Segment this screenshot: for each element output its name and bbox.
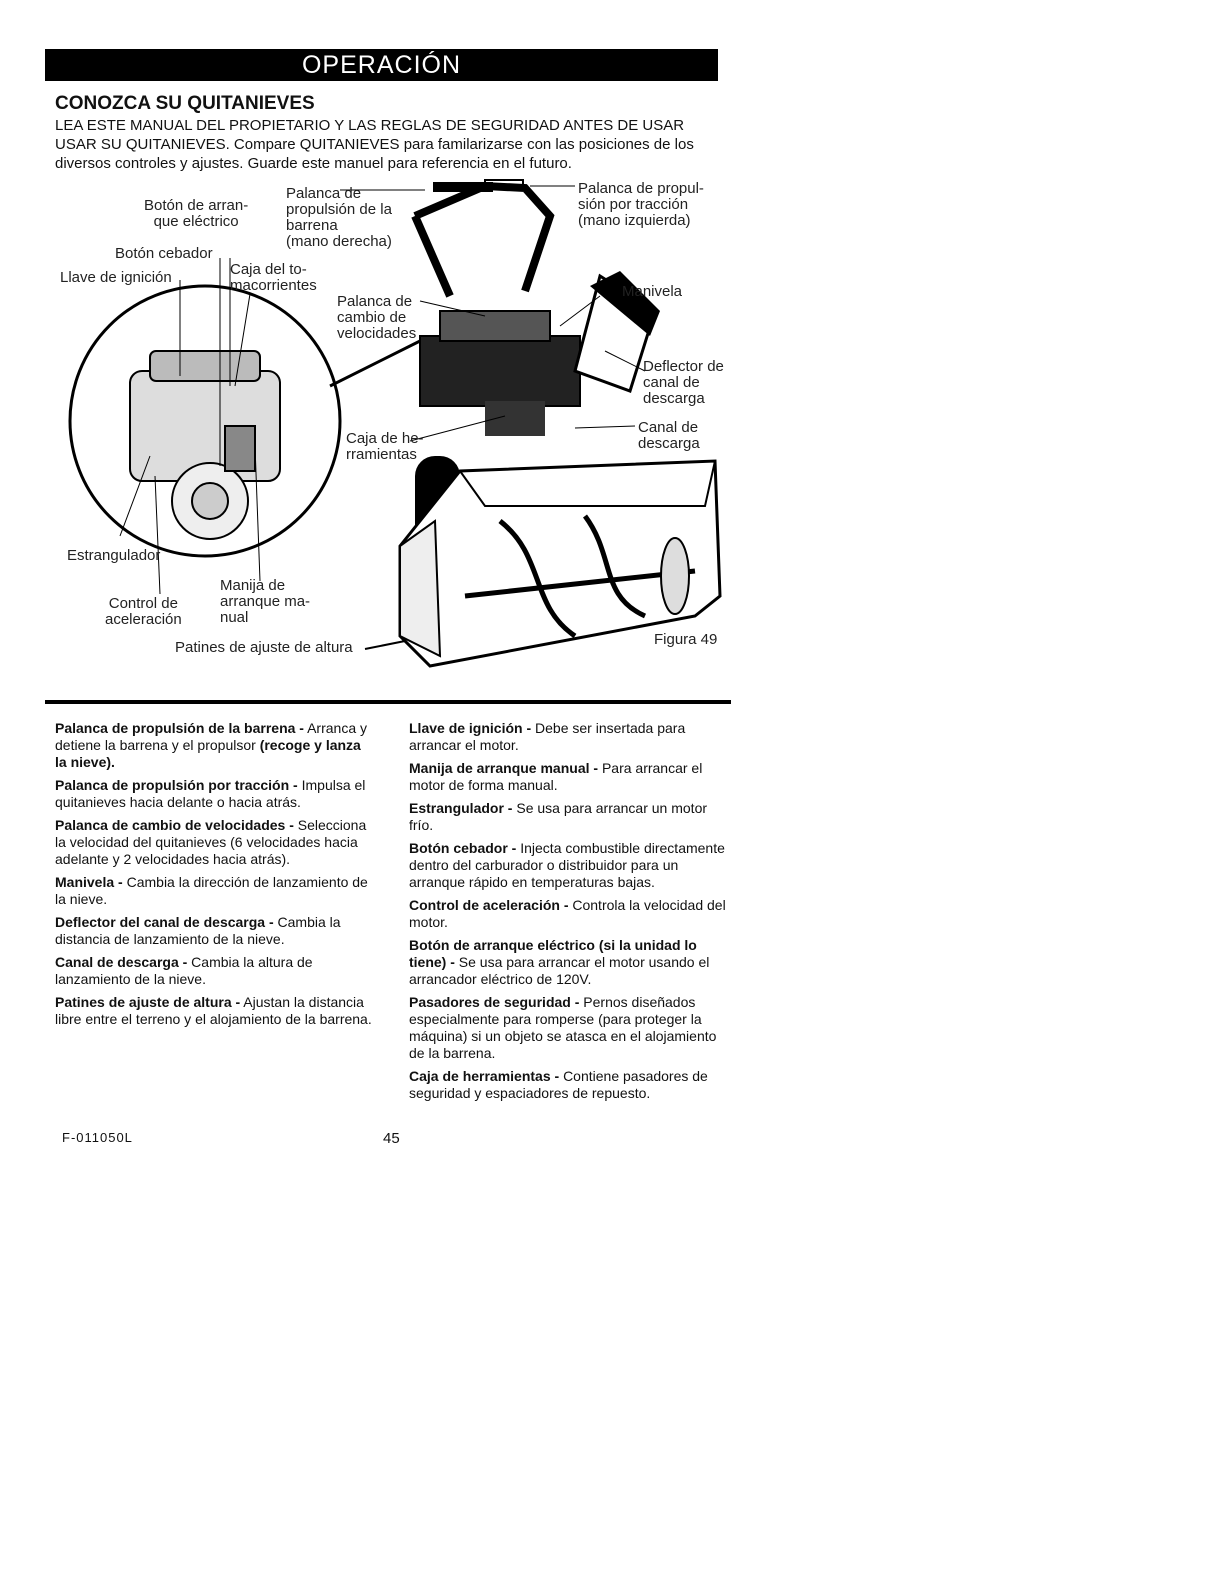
definition-text: Se usa para arrancar un motor frío. — [409, 800, 708, 833]
definition-term: Caja de herramientas - — [409, 1068, 560, 1084]
definition-item — [55, 720, 375, 771]
label-crank: Manivela — [622, 283, 683, 300]
definition-text: Pernos diseñados especialmente para romperse (para proteger la máquina) si un objeto se atasca en el alojamiento de la barrena. — [409, 994, 717, 1061]
label-tool-box: Caja de he- rramientas — [346, 430, 424, 463]
document-code: F-011050L — [62, 1130, 133, 1145]
header-title: OPERACIÓN — [301, 51, 462, 79]
definition-text: Cambia la distancia de lanzamiento de la nieve. — [55, 914, 341, 947]
definition-item — [409, 800, 729, 834]
definition-term: Manivela - — [55, 874, 123, 890]
definition-text: Contiene pasadores de seguridad y espaciadores de repuesto. — [409, 1068, 708, 1101]
label-chute: Canal de descarga — [638, 419, 700, 452]
definition-item — [409, 1068, 729, 1102]
definition-text: Selecciona la velocidad del quitanieves (6 velocidades hacia adelante y 2 velocidades hacia atrás). — [55, 817, 367, 867]
label-outlet-box: Caja del to- macorrientes — [230, 261, 317, 294]
definition-text: Cambia la dirección de lanzamiento de la nieve. — [55, 874, 368, 907]
intro-paragraph: LEA ESTE MANUAL DEL PROPIETARIO Y LAS REGLAS DE SEGURIDAD ANTES DE USAR USAR SU QUITANIEVES. Compare QUITANIEVES para familarizarse con las posiciones de los diversos controles y ajustes. Guarde este manuel para referencia en el futuro. — [55, 117, 694, 172]
definition-text: Controla la velocidad del motor. — [409, 897, 726, 930]
definition-term-extra: (recoge y lanza la nieve). — [55, 737, 361, 770]
label-ignition-key: Llave de ignición — [60, 269, 172, 286]
label-electric-start: Botón de arran- que eléctrico — [144, 197, 249, 230]
definition-item — [409, 937, 729, 988]
definitions-left-column — [55, 720, 375, 1034]
definition-text: Para arrancar el motor de forma manual. — [409, 760, 703, 793]
definition-text: Cambia la altura de lanzamiento de la nieve. — [55, 954, 313, 987]
definition-text: Impulsa el quitanieves hacia delante o hacia atrás. — [55, 777, 366, 810]
definition-term: Llave de ignición - — [409, 720, 532, 736]
definitions-right-column — [409, 720, 729, 1108]
definition-text: Debe ser insertada para arrancar el motor. — [409, 720, 686, 753]
definition-term: Deflector del canal de descarga - — [55, 914, 274, 930]
definition-item — [409, 760, 729, 794]
label-shift-lever: Palanca de cambio de velocidades — [337, 293, 417, 342]
label-recoil-handle: Manija de arranque ma- nual — [220, 577, 311, 626]
definition-item — [409, 994, 729, 1062]
definition-term: Palanca de propulsión de la barrena - — [55, 720, 304, 736]
section-divider — [45, 700, 731, 704]
definition-term: Estrangulador - — [409, 800, 513, 816]
definition-term: Control de aceleración - — [409, 897, 569, 913]
definition-item — [55, 817, 375, 868]
definition-term: Botón de arranque eléctrico (si la unidad lo tiene) - — [409, 937, 697, 970]
label-auger-lever: Palanca de propulsión de la barrena (mano derecha) — [286, 185, 392, 250]
definition-term: Botón cebador - — [409, 840, 517, 856]
definition-term: Canal de descarga - — [55, 954, 188, 970]
definition-term: Pasadores de seguridad - — [409, 994, 580, 1010]
definition-item — [55, 874, 375, 908]
label-chute-deflector: Deflector de canal de descarga — [643, 358, 724, 407]
definition-term: Patines de ajuste de altura - — [55, 994, 241, 1010]
snowthrower-diagram — [55, 176, 730, 676]
definition-item — [55, 954, 375, 988]
label-choke: Estrangulador — [67, 547, 161, 564]
definition-text: Se usa para arrancar el motor usando el arrancador eléctrico de 120V. — [409, 954, 710, 987]
definition-item — [55, 914, 375, 948]
definition-item — [409, 897, 729, 931]
definition-item — [55, 777, 375, 811]
figure-caption: Figura 49 — [654, 631, 718, 648]
definition-item — [409, 840, 729, 891]
definition-term: Manija de arranque manual - — [409, 760, 599, 776]
section-title: CONOZCA SU QUITANIEVES — [55, 93, 315, 114]
section-header-bar — [45, 49, 718, 81]
label-skid-shoes: Patines de ajuste de altura — [175, 639, 353, 656]
label-traction-lever: Palanca de propul- sión por tracción (mano izquierda) — [578, 180, 704, 229]
definition-text: Ajustan la distancia libre entre el terreno y el alojamiento de la barrena. — [55, 994, 372, 1027]
definition-term: Palanca de cambio de velocidades - — [55, 817, 294, 833]
page-number: 45 — [383, 1130, 400, 1147]
label-primer: Botón cebador — [115, 245, 213, 262]
definition-item — [55, 994, 375, 1028]
definition-term: Palanca de propulsión por tracción - — [55, 777, 298, 793]
definition-item — [409, 720, 729, 754]
definition-text: Injecta combustible directamente dentro del carburador o distribuidor para un arranque rápido en temperaturas bajas. — [409, 840, 725, 890]
label-throttle: Control de aceleración — [105, 595, 182, 628]
definition-text: Arranca y detiene la barrena y el propulsor — [55, 720, 368, 753]
